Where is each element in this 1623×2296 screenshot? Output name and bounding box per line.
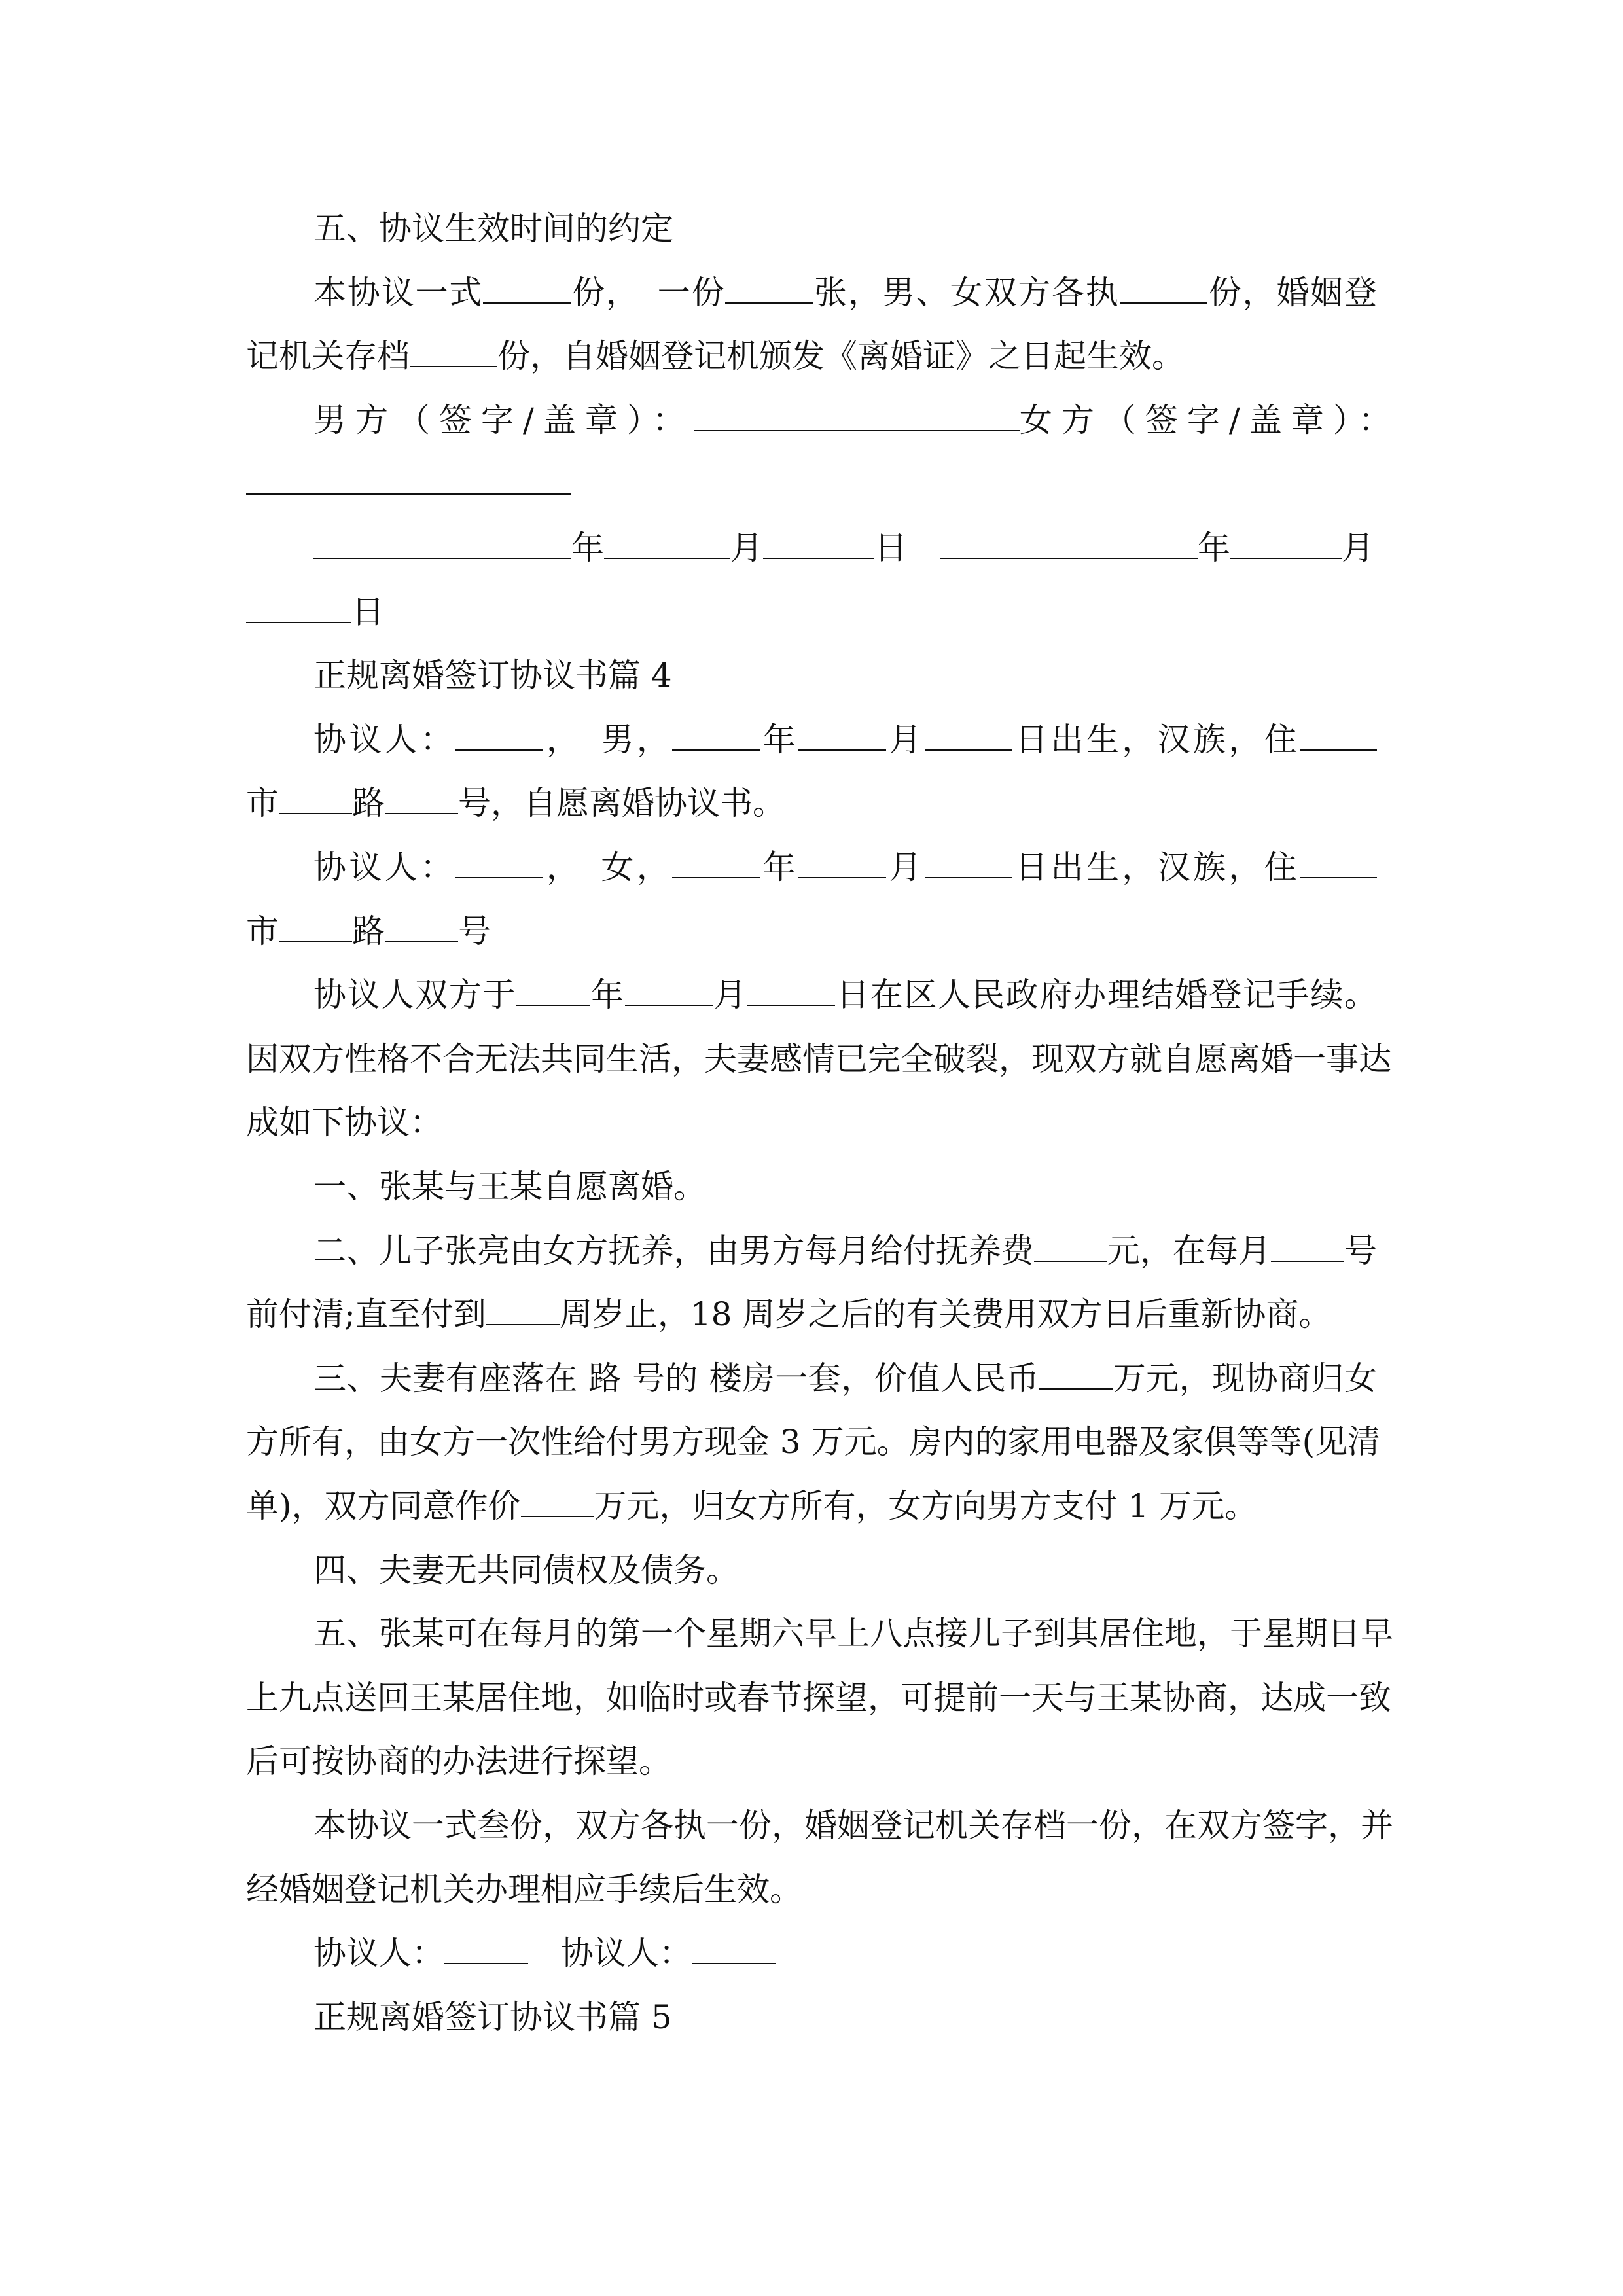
fill-in-blank[interactable] xyxy=(521,1487,594,1517)
text-segment: 张，男、女双方各执 xyxy=(813,273,1120,312)
fill-in-blank[interactable] xyxy=(279,912,352,942)
text-segment: 方所有，由女方一次性给付男方现金 3 万元。房内的家用电器及家俱等等(见清 xyxy=(246,1423,1381,1462)
text-segment: 本协议一式 xyxy=(313,273,484,312)
text-segment: 五、张某可在每月的第一个星期六早上八点接儿子到其居住地，于星期日早 xyxy=(313,1615,1393,1653)
text-segment: 日 xyxy=(874,529,907,567)
text-segment: 年 xyxy=(590,976,625,1014)
text-line xyxy=(313,720,1377,759)
text-segment: 日出生，汉族，住 xyxy=(1012,720,1300,759)
text-line xyxy=(246,1678,1391,1717)
text-segment: 月 xyxy=(712,976,748,1014)
text-segment: 女方（签字/盖章）： xyxy=(1019,401,1400,439)
text-segment: 一、张某与王某自愿离婚。 xyxy=(313,1168,706,1206)
text-segment: 路 xyxy=(352,912,385,950)
fill-in-blank[interactable] xyxy=(385,912,458,942)
text-line xyxy=(313,1551,1377,1590)
text-segment: ， 男， xyxy=(543,720,673,759)
fill-in-blank[interactable] xyxy=(410,337,497,367)
text-segment: 正规离婚签订协议书篇 5 xyxy=(313,1998,672,2036)
text-segment: 日 xyxy=(351,592,384,631)
text-segment: 单)，双方同意作价 xyxy=(246,1487,521,1525)
text-segment: 市 xyxy=(246,784,279,823)
text-line xyxy=(313,1806,1393,1845)
fill-in-blank[interactable] xyxy=(246,465,571,495)
text-segment: 元，在每月 xyxy=(1107,1231,1271,1270)
text-line xyxy=(313,1933,1377,1973)
text-line xyxy=(313,656,1377,695)
text-line xyxy=(313,528,1377,567)
fill-in-blank[interactable] xyxy=(455,848,543,878)
text-segment: 年 xyxy=(1198,529,1230,567)
fill-in-blank[interactable] xyxy=(604,529,730,559)
fill-in-blank[interactable] xyxy=(798,721,886,751)
text-segment: 协议人： xyxy=(313,1934,444,1973)
text-segment: 协议人： xyxy=(313,848,456,886)
fill-in-blank[interactable] xyxy=(1300,848,1377,878)
text-line xyxy=(246,1870,1377,1909)
text-segment: 市 xyxy=(246,912,279,950)
fill-in-blank[interactable] xyxy=(516,976,590,1006)
text-line xyxy=(246,783,1377,823)
fill-in-blank[interactable] xyxy=(925,721,1012,751)
fill-in-blank[interactable] xyxy=(444,1934,528,1964)
text-segment: 五、协议生效时间的约定 xyxy=(313,209,673,247)
text-line xyxy=(313,1167,1377,1206)
text-line xyxy=(313,1231,1377,1270)
text-line xyxy=(313,1614,1393,1653)
fill-in-blank[interactable] xyxy=(1271,1232,1344,1262)
fill-in-blank[interactable] xyxy=(486,1295,560,1325)
text-segment: 后可按协商的办法进行探望。 xyxy=(246,1742,671,1781)
text-segment: 日在区人民政府办理结婚登记手续。 xyxy=(835,976,1378,1014)
fill-in-blank[interactable] xyxy=(747,976,835,1006)
text-segment: 份，婚姻登 xyxy=(1207,273,1378,312)
fill-in-blank[interactable] xyxy=(455,721,543,751)
text-line xyxy=(246,1742,1377,1781)
text-line xyxy=(246,1422,1381,1462)
text-line xyxy=(246,336,1377,376)
text-line xyxy=(313,209,1377,248)
text-segment: 万元，归女方所有，女方向男方支付 1 万元。 xyxy=(594,1487,1258,1525)
fill-in-blank[interactable] xyxy=(1230,529,1342,559)
text-line xyxy=(246,912,1377,951)
text-segment: 月 xyxy=(730,529,763,567)
text-line xyxy=(246,592,1377,632)
text-segment: 男方（签字/盖章）： xyxy=(313,401,694,439)
text-segment: 二、儿子张亮由女方抚养，由男方每月给付抚养费 xyxy=(313,1231,1034,1270)
text-line xyxy=(313,1359,1377,1398)
text-segment: 号 xyxy=(1344,1231,1378,1270)
text-segment: 协议人双方于 xyxy=(313,976,517,1014)
fill-in-blank[interactable] xyxy=(725,274,813,304)
text-line xyxy=(246,1295,1377,1334)
text-segment: 万元，现协商归女 xyxy=(1113,1359,1377,1397)
fill-in-blank[interactable] xyxy=(694,401,1020,431)
text-segment: 月 xyxy=(1342,529,1374,567)
fill-in-blank[interactable] xyxy=(385,784,458,814)
text-segment: 年 xyxy=(760,848,799,886)
text-segment: 年 xyxy=(571,529,604,567)
text-segment: 成如下协议： xyxy=(246,1103,442,1142)
text-segment: 份，自婚姻登记机颁发《离婚证》之日起生效。 xyxy=(497,337,1185,376)
text-line xyxy=(313,848,1377,887)
fill-in-blank[interactable] xyxy=(925,848,1012,878)
text-segment: 上九点送回王某居住地，如临时或春节探望，可提前一天与王某协商，达成一致 xyxy=(246,1678,1391,1717)
text-segment: 前付清;直至付到 xyxy=(246,1295,486,1334)
text-segment: 月 xyxy=(886,848,925,886)
text-segment: 路 xyxy=(352,784,385,823)
fill-in-blank[interactable] xyxy=(1300,721,1377,751)
fill-in-blank[interactable] xyxy=(1120,274,1207,304)
fill-in-blank[interactable] xyxy=(246,593,351,623)
fill-in-blank[interactable] xyxy=(798,848,886,878)
text-line xyxy=(313,1998,1377,2037)
text-segment: 四、夫妻无共同债权及债务。 xyxy=(313,1551,739,1589)
text-segment: 周岁止，18 周岁之后的有关费用双方日后重新协商。 xyxy=(559,1295,1332,1334)
text-line xyxy=(246,464,1377,503)
text-segment: 日出生，汉族，住 xyxy=(1012,848,1300,886)
text-segment: 号，自愿离婚协议书。 xyxy=(458,784,785,823)
text-line xyxy=(246,1103,1377,1142)
text-line xyxy=(313,273,1377,312)
text-line xyxy=(313,401,1400,440)
fill-in-blank[interactable] xyxy=(625,976,713,1006)
fill-in-blank[interactable] xyxy=(672,721,760,751)
text-line xyxy=(246,1486,1377,1526)
text-segment: 因双方性格不合无法共同生活，夫妻感情已完全破裂，现双方就自愿离婚一事达 xyxy=(246,1039,1391,1078)
text-segment: 正规离婚签订协议书篇 4 xyxy=(313,656,672,695)
fill-in-blank[interactable] xyxy=(672,848,760,878)
fill-in-blank[interactable] xyxy=(763,529,874,559)
text-segment: ， 女， xyxy=(543,848,673,886)
text-line xyxy=(246,1039,1391,1079)
text-segment: 本协议一式叁份，双方各执一份，婚姻登记机关存档一份，在双方签字，并 xyxy=(313,1806,1393,1844)
fill-in-blank[interactable] xyxy=(692,1934,776,1964)
text-line xyxy=(313,975,1377,1014)
text-segment: 月 xyxy=(886,720,925,759)
text-segment: 年 xyxy=(760,720,799,759)
fill-in-blank[interactable] xyxy=(1034,1232,1107,1262)
text-segment: 经婚姻登记机关办理相应手续后生效。 xyxy=(246,1870,802,1909)
text-segment: 号 xyxy=(458,912,491,950)
fill-in-blank[interactable] xyxy=(1039,1359,1113,1390)
text-segment: 三、夫妻有座落在 路 号的 楼房一套，价值人民币 xyxy=(313,1359,1040,1397)
fill-in-blank[interactable] xyxy=(940,529,1198,559)
text-segment: 协议人： xyxy=(528,1934,692,1973)
fill-in-blank[interactable] xyxy=(279,784,352,814)
fill-in-blank[interactable] xyxy=(483,274,571,304)
text-segment: 协议人： xyxy=(313,720,456,759)
text-segment: 份， 一份 xyxy=(571,273,726,312)
text-segment: 记机关存档 xyxy=(246,337,410,376)
fill-in-blank[interactable] xyxy=(313,529,571,559)
